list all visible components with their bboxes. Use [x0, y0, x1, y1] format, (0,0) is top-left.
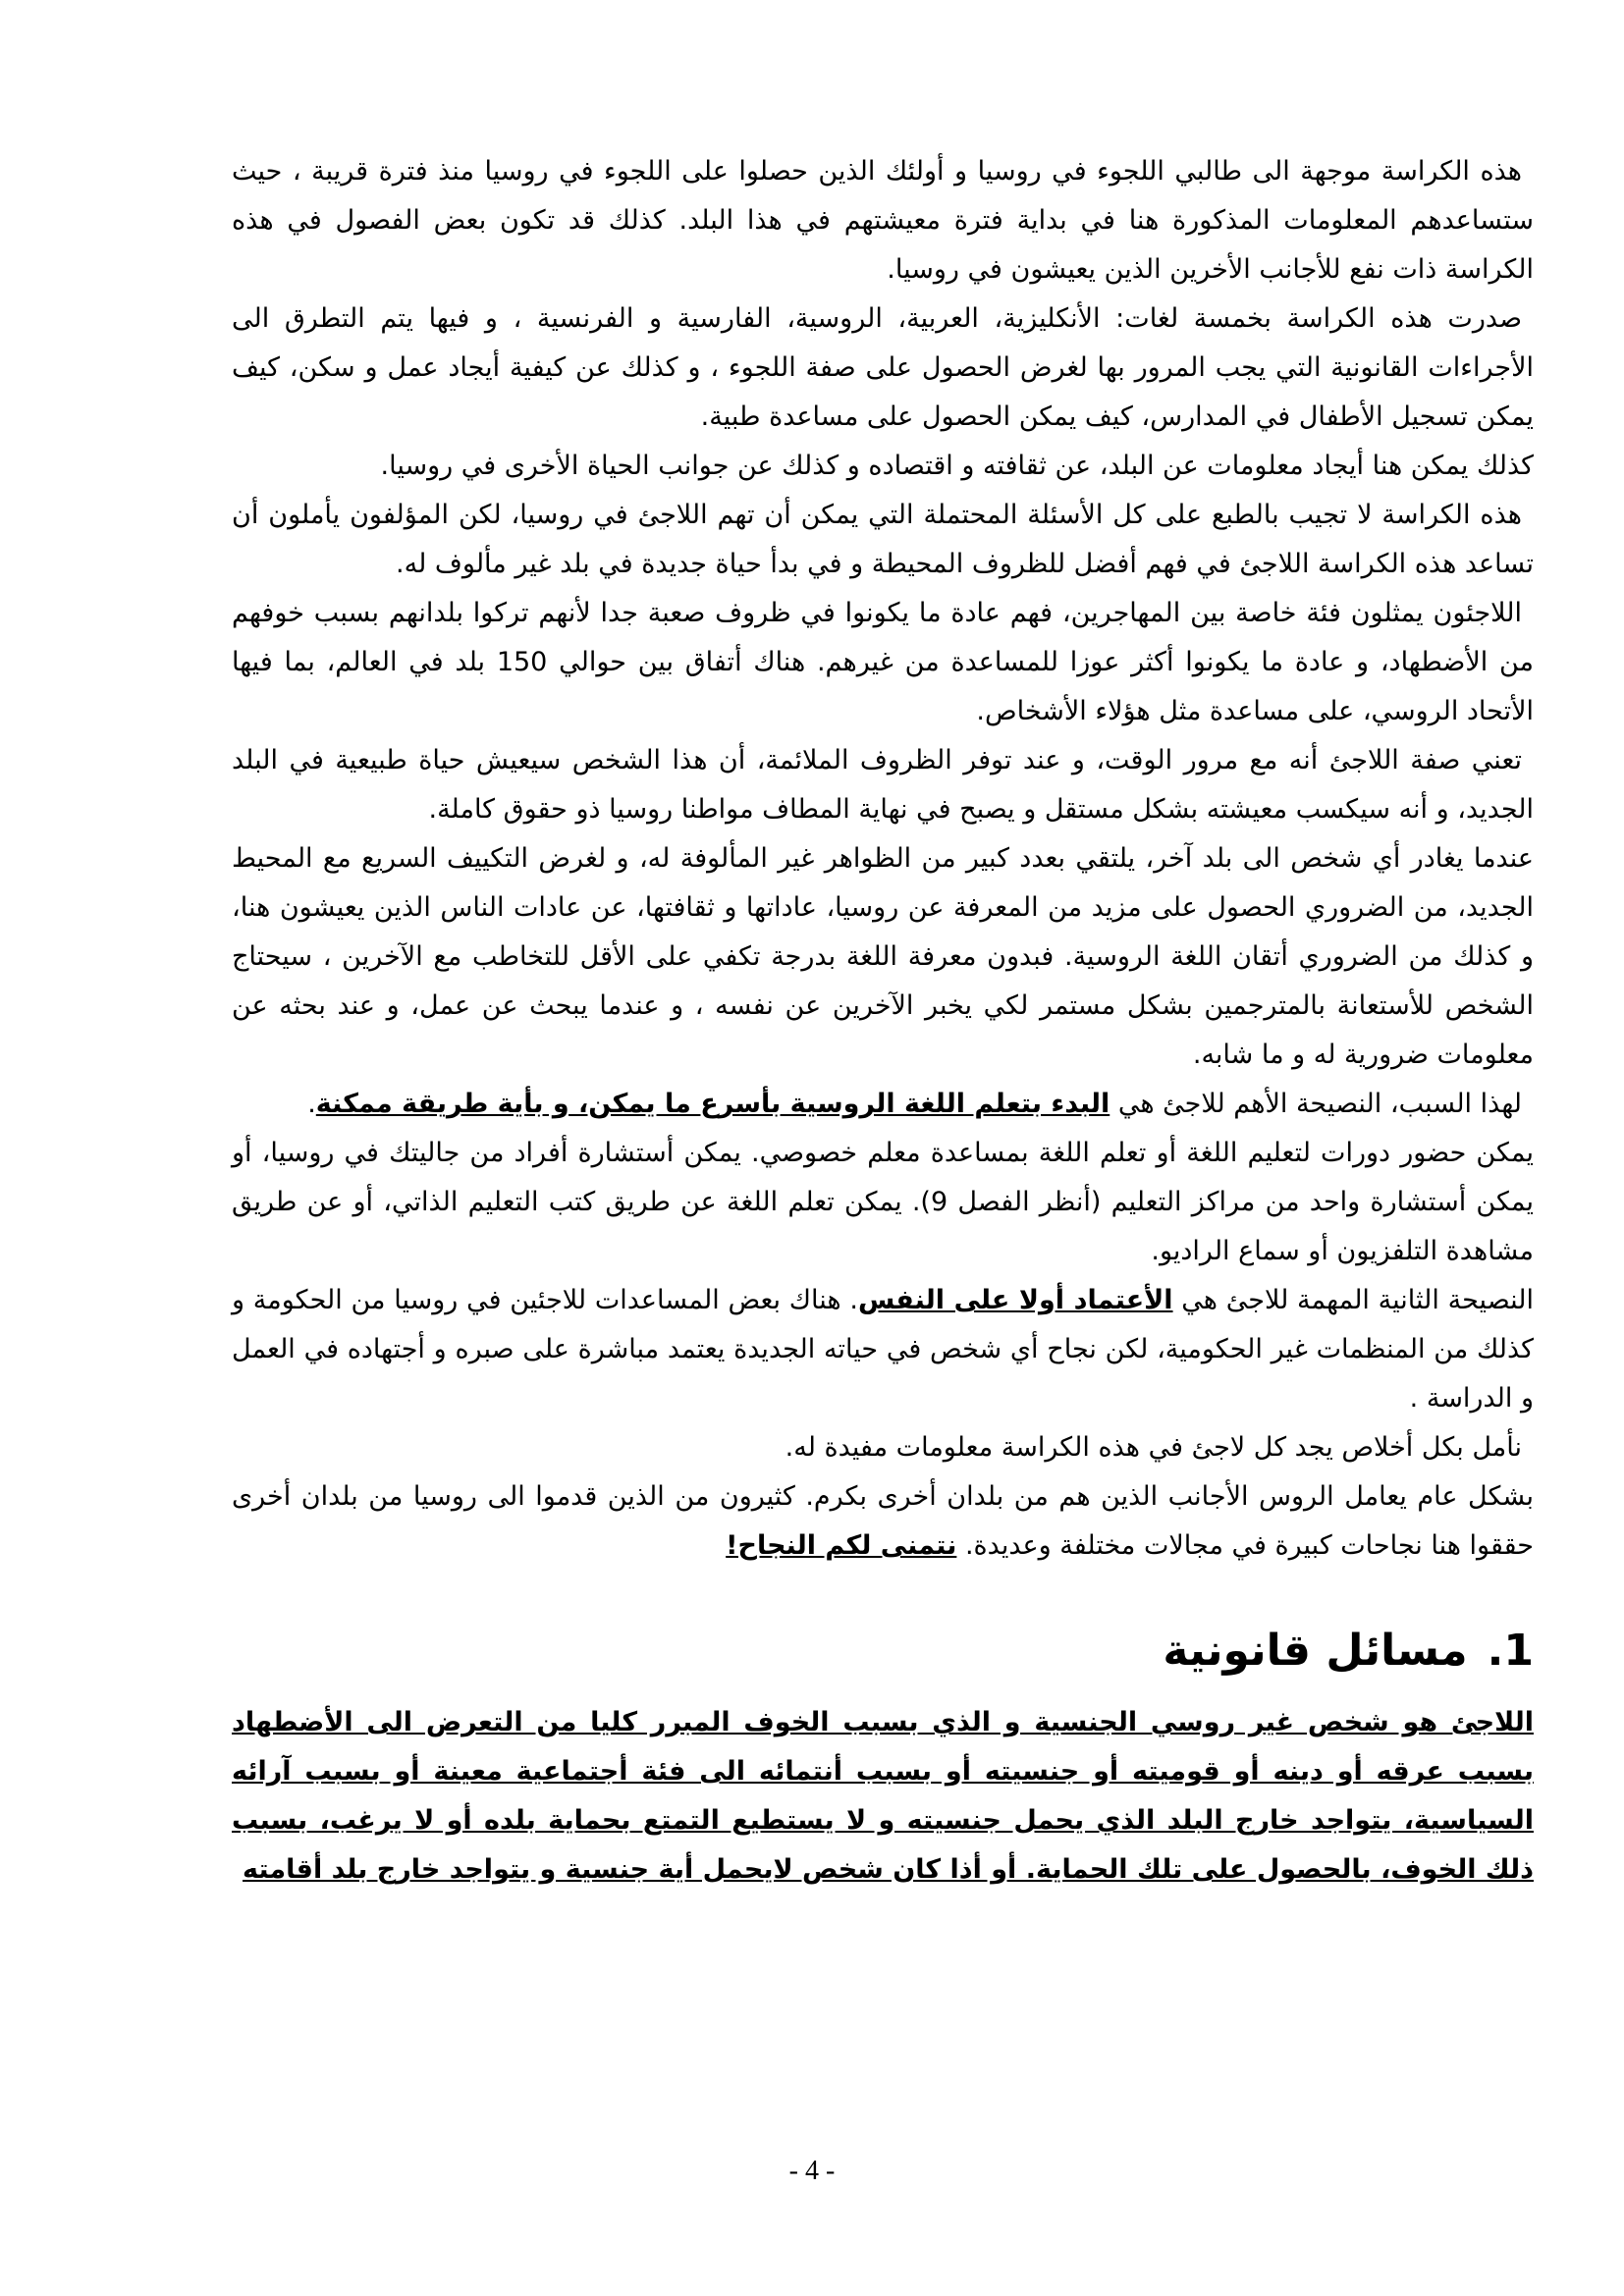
country-info-paragraph: كذلك يمكن هنا أيجاد معلومات عن البلد، عن ثقافته و اقتصاده و كذلك عن جوانب الحياة الأخرى في روسيا. — [380, 451, 1534, 481]
wish-paragraph: نأمل بكل أخلاص يجد كل لاجئ في هذه الكراسة معلومات مفيدة له. — [785, 1432, 1522, 1463]
advice-one-paragraph — [232, 1080, 1534, 1129]
advice-two-paragraph — [232, 1276, 1534, 1423]
section-heading — [232, 1604, 1534, 1698]
refugees-paragraph: اللاجئون يمثلون فئة خاصة بين المهاجرين، فهم عادة ما يكونوا في ظروف صعبة جدا لأنهم تركوا بلدانهم بسبب خوفهم من الأضطهاد، و عادة ما يكونوا أكثر عوزا للمساعدة من غيرهم. هناك أتفاق بين حوالي 150 بلد في العالم، بما فيها الأتحاد الروسي، على مساعدة مثل هؤلاء الأشخاص. — [232, 598, 1535, 726]
advice-one-emphasis: البدء بتعلم اللغة الروسية بأسرع ما يمكن، و بأية طريقة ممكنة — [315, 1089, 1110, 1119]
refugee-definition: اللاجئ هو شخص غير روسي الجنسية و الذي بسبب الخوف المبرر كليا من التعرض الى الأضطهاد بسبب عرقه أو دينه أو قوميته أو جنسيته أو بسبب أنتمائه الى فئة أجتماعية معينة أو بسبب آرائه السياسية، يتواجد خارج البلد الذي يحمل جنسيته و لا يستطيع التمتع بحماية بلده أو لا يرغب، بسبب ذلك الخوف، بالحصول على تلك الحماية. أو أذا كان شخص لايحمل أية جنسية و يتواجد خارج بلد أقامته — [232, 1707, 1534, 1885]
advice-one-text: لهذا السبب، النصيحة الأهم للاجئ هي — [1110, 1089, 1522, 1119]
refugee-status-paragraph: تعني صفة اللاجئ أنه مع مرور الوقت، و عند توفر الظروف الملائمة، أن هذا الشخص سيعيش حياة طبيعية في البلد الجديد، و أنه سيكسب معيشته بشكل مستقل و يصبح في نهاية المطاف مواطنا روسيا ذو حقوق كاملة. — [232, 745, 1534, 825]
advice-one-tail: . — [307, 1089, 316, 1119]
closing-emphasis: نتمنى لكم النجاح! — [726, 1530, 957, 1561]
adaptation-paragraph: عندما يغادر أي شخص الى بلد آخر، يلتقي بعدد كبير من الظواهر غير المألوفة له، و لغرض التكييف السريع مع المحيط الجديد، من الضروري الحصول على مزيد من المعرفة عن روسيا، عاداتها و ثقافتها، عن عادات الناس الذين يعيشون هنا، و كذلك من الضروري أتقان اللغة الروسية. فبدون معرفة اللغة بدرجة تكفي على الأقل للتخاطب مع الآخرين ، سيحتاج الشخص للأستعانة بالمترجمين بشكل مستمر لكي يخبر الآخرين عن نفسه ، و عندما يبحث عن عمل، و عند بحثه عن معلومات ضرورية له و ما شابه. — [232, 843, 1534, 1070]
advice-two-tail: . هناك بعض المساعدات للاجئين في روسيا من الحكومة و كذلك من المنظمات غير الحكومية، لكن نجاح أي شخص في حياته الجديدة يعتمد مباشرة على صبره و أجتهاده في العمل و الدراسة . — [232, 1285, 1534, 1414]
intro-paragraph: هذه الكراسة موجهة الى طالبي اللجوء في روسيا و أولئك الذين حصلوا على اللجوء في روسيا منذ فترة قريبة ، حيث ستساعدهم المعلومات المذكورة هنا في بداية فترة معيشتهم في هذا البلد. كذلك قد تكون بعض الفصول في هذه الكراسة ذات نفع للأجانب الأخرين الذين يعيشون في روسيا. — [232, 156, 1534, 285]
page-number: - 4 - — [788, 2156, 836, 2186]
advice-two-emphasis: الأعتماد أولا على النفس — [858, 1285, 1173, 1315]
advice-two-text: النصيحة الثانية المهمة للاجئ هي — [1172, 1285, 1534, 1315]
closing-paragraph — [232, 1472, 1534, 1571]
limitations-paragraph: هذه الكراسة لا تجيب بالطبع على كل الأسئلة المحتملة التي يمكن أن تهم اللاجئ في روسيا، لكن المؤلفون يأملون أن تساعد هذه الكراسة اللاجئ في فهم أفضل للظروف المحيطة و في بدأ حياة جديدة في بلد غير مألوف له. — [232, 500, 1534, 579]
document-page — [232, 147, 1534, 1895]
languages-paragraph: صدرت هذه الكراسة بخمسة لغات: الأنكليزية، العربية، الروسية، الفارسية و الفرنسية ، و فيها يتم التطرق الى الأجراءات القانونية التي يجب المرور بها لغرض الحصول على صفة اللجوء ، و كذلك عن كيفية أيجاد عمل و سكن، كيف يمكن تسجيل الأطفال في المدارس، كيف يمكن الحصول على مساعدة طبية. — [232, 303, 1534, 432]
language-learning-paragraph: يمكن حضور دورات لتعليم اللغة أو تعلم اللغة بمساعدة معلم خصوصي. يمكن أستشارة أفراد من جاليتك في روسيا، أو يمكن أستشارة واحد من مراكز التعليم (أنظر الفصل 9). يمكن تعلم اللغة عن طريق كتب التعليم الذاتي، أو عن طريق مشاهدة التلفزيون أو سماع الراديو. — [232, 1138, 1534, 1266]
section-title: مسائل قانونية — [1163, 1626, 1468, 1676]
section-number: 1. — [1487, 1626, 1534, 1676]
closing-text: بشكل عام يعامل الروس الأجانب الذين هم من بلدان أخرى بكرم. كثيرون من الذين قدموا الى روسيا من بلدان أخرى حققوا هنا نجاحات كبيرة في مجالات مختلفة وعديدة. — [232, 1481, 1534, 1561]
